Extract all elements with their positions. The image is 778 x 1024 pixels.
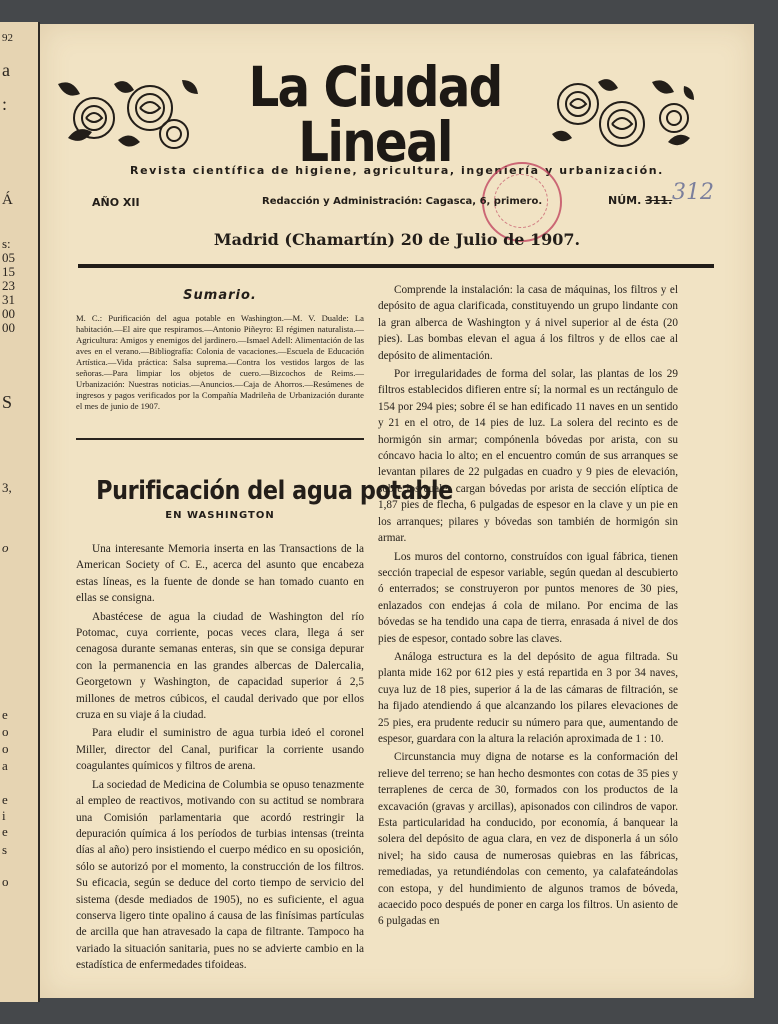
- article-title: Purificación del agua potable: [96, 476, 453, 506]
- prev-page-fragment: 92: [2, 32, 13, 44]
- article-paragraph: Comprende la instalación: la casa de máquinas, los filtros y el depósito de agua clarificada, constituyendo un grupo lindante con la gran alberca de Washington y á nivel superior al de ésta (20 pies). Las bombas elevan el agua á los filtros y de ellos cae al depósito de alimentación.: [378, 284, 678, 362]
- prev-page-fragment: o: [2, 741, 9, 756]
- prev-page-fragment: 00: [2, 306, 15, 321]
- handwritten-issue-number: 312: [672, 180, 714, 205]
- article-paragraph: Circunstancia muy digna de notarse es la conformación del relieve del terreno; se han hecho desmontes con cotas de 35 pies y terraplenes de cerca de 30, formados con los productos de la excavación (gravas y arcillas), apisonados con cilindros de vapor. Esta particularidad ha conducido, por economía, á banquear la solera del depósito de agua clara, en vez de disponerla á un sólo nivel; ha sido causa de numerosas quiebras en las fábricas, remediadas, ya retundiéndolas con cemento, ya calafateándolas con estopa, y del hundimiento de algunos tramos de bóveda, acaecido poco después de poner en carga los filtros. Un asiento de 6 pulgadas en: [378, 751, 678, 928]
- left-column: [76, 282, 453, 976]
- prev-page-fragment: s: [2, 842, 8, 857]
- prev-page-fragment: 23: [2, 278, 15, 293]
- article-paragraph: Por irregularidades de forma del solar, las plantas de los 29 filtros establecidos difieren entre sí; la normal es un rectángulo de 154 por 294 pies; sobre él se han edificado 11 naves en un sentido y 21 en el otro, de 14 pies de luz. La solera del recinto es de hormigón sin armar; compónenla bóvedas por arista, con su cóncavo hacia lo alto; en el encuentro común de sus arranques se levantan pilares de 22 pulgadas en cuadro y 9 pies de elevación, sobre los cuales cargan bóvedas por arista de sección elíptica de 1,87 pies de flecha, 6 pulgadas de espesor en la clave y un pie en los arranques; pilares y bóvedas son también de hormigón sin armar.: [378, 368, 678, 545]
- prev-page-fragment: s:: [2, 236, 11, 251]
- prev-page-fragment: a: [2, 758, 8, 773]
- prev-page-fragment: e: [2, 792, 8, 807]
- prev-page-fragment: o: [2, 724, 9, 739]
- article-paragraph: Una interesante Memoria inserta en las Transactions de la American Society of C. E., acerca del asunto que encabeza estas líneas, es la fuente de donde se han tomado cuanto en ellas se consigna.: [76, 543, 364, 605]
- article-paragraph: La sociedad de Medicina de Columbia se opuso tenazmente al empleo de reactivos, motivando con su actitud se nombrara una Comisión parlamentaria que acordó restringir la depuración química á los períodos de turbias intensas (treinta días al año) pero insistiendo el cuerpo médico en su oposición, sólo se autorizó por el momento, la construcción de los filtros. Su eficacia, según se deduce del corto tiempo de servicio del sistema (desde mediados de 1905), no es suficiente, el agua conserva ligero tinte opalino á causa de las finísimas partículas de arcilla que han atravesado la capa de filtrante. Tampoco ha variado la situación sanitaria, pues no se advierte cambio en la estadística de enfermedades tifoideas.: [76, 778, 364, 972]
- article-paragraph: Para eludir el suministro de agua turbia ideó el coronel Miller, director del Canal, purificar la corriente usando coagulantes químicos y filtros de arena.: [76, 727, 364, 773]
- article-paragraph: Análoga estructura es la del depósito de agua filtrada. Su planta mide 162 por 612 pies y está repartida en 3 por 34 naves, cuya luz de 18 pies, superior á la de las cámaras de filtración, se ha fijado atendiendo á que alcanzando los pilares elevaciones de 25 pies, era prudente reducir su número para que, aumentando de espesor, guardara con la altura la relación aproximada de 1 : 10.: [378, 650, 678, 745]
- prev-page-fragment: :: [2, 94, 8, 114]
- prev-page-fragment: 00: [2, 320, 15, 335]
- issue-number-label: NÚM.: [608, 194, 642, 207]
- sumario-body: M. C.: Purificación del agua potable en Washington.—M. V. Dualde: La habitación.—El aire que respiramos.—Antonio Piñeyro: El régimen naturalista.—Agricultura: Amigos y enemigos del jardinero.—Ismael Adell: Alimentación de las aves en el verano.—Bibliografía: Colonia de vacaciones.—Escuela de Educación Artística.—Vida práctica: Salsa suprema.—Contra los vestidos largos de las señoras.—Para limpiar los objetos de cuero.—Bizcochos de Reims.—Urbanización: Nuestras noticias.—Anuncios.—Caja de Ahorros.—Resúmenes de ingresos y pagos verificados por la Compañía Madrileña de Urbanización durante el mes de junio de 1907.: [76, 313, 364, 411]
- issue-number: [608, 194, 672, 207]
- right-column: [378, 282, 678, 932]
- prev-page-fragment: e: [2, 824, 8, 839]
- article-paragraph: Los muros del contorno, construídos con igual fábrica, tienen sección trapecial de espesor variable, según quedan al descubierto ó enterrados; se construyeron por puntos menores de 30 pies, enlazados con endejas á cola de milano. Por encima de las bóvedas se ha tendido una capa de tierra, enrasada á nivel de dos pies de espesor, contado sobre las claves.: [378, 550, 678, 645]
- year-label: AÑO XII: [92, 196, 140, 209]
- section-rule: [76, 438, 364, 440]
- prev-page-fragment: 15: [2, 264, 15, 279]
- sumario-title: Sumario.: [183, 288, 257, 303]
- prev-page-fragment: o: [2, 540, 9, 555]
- previous-page-edge: [0, 22, 40, 1002]
- prev-page-fragment: i: [2, 808, 6, 823]
- prev-page-fragment: 05: [2, 250, 15, 265]
- dateline: Madrid (Chamartín) 20 de Julio de 1907.: [213, 230, 581, 249]
- prev-page-fragment: o: [2, 874, 9, 889]
- newspaper-page: [40, 24, 754, 998]
- prev-page-fragment: 3,: [2, 480, 12, 495]
- prev-page-fragment: a: [2, 60, 10, 80]
- masthead-title: La Ciudad Lineal: [248, 55, 502, 174]
- rose-ornament-left-icon: [54, 74, 202, 154]
- editorial-address: Redacción y Administración: Cagasca, 6, primero.: [262, 196, 543, 207]
- prev-page-fragment: 31: [2, 292, 15, 307]
- masthead-subtitle: Revista científica de higiene, agricultura, ingeniería y urbanización.: [130, 164, 664, 177]
- article-paragraph: Abastécese de agua la ciudad de Washington del río Potomac, cuya corriente, pocas veces clara, llega á ser cenagosa durante semanas enteras, sin que se consiga depurar con la permanencia en las grandes albercas de Dalercalia, Georgetown y Washington, de capacidad superior á 2,5 millones de metros cúbicos, el caudal derivado que por ellos cruza en su viaje á la ciudad.: [76, 610, 364, 722]
- prev-page-fragment: S: [2, 392, 13, 412]
- header-rule: [78, 264, 714, 268]
- issue-number-struck: 311.: [645, 194, 673, 207]
- article-subtitle: EN WASHINGTON: [165, 510, 275, 521]
- prev-page-fragment: Á: [2, 192, 13, 208]
- rose-ornament-right-icon: [548, 74, 696, 154]
- prev-page-fragment: e: [2, 707, 8, 722]
